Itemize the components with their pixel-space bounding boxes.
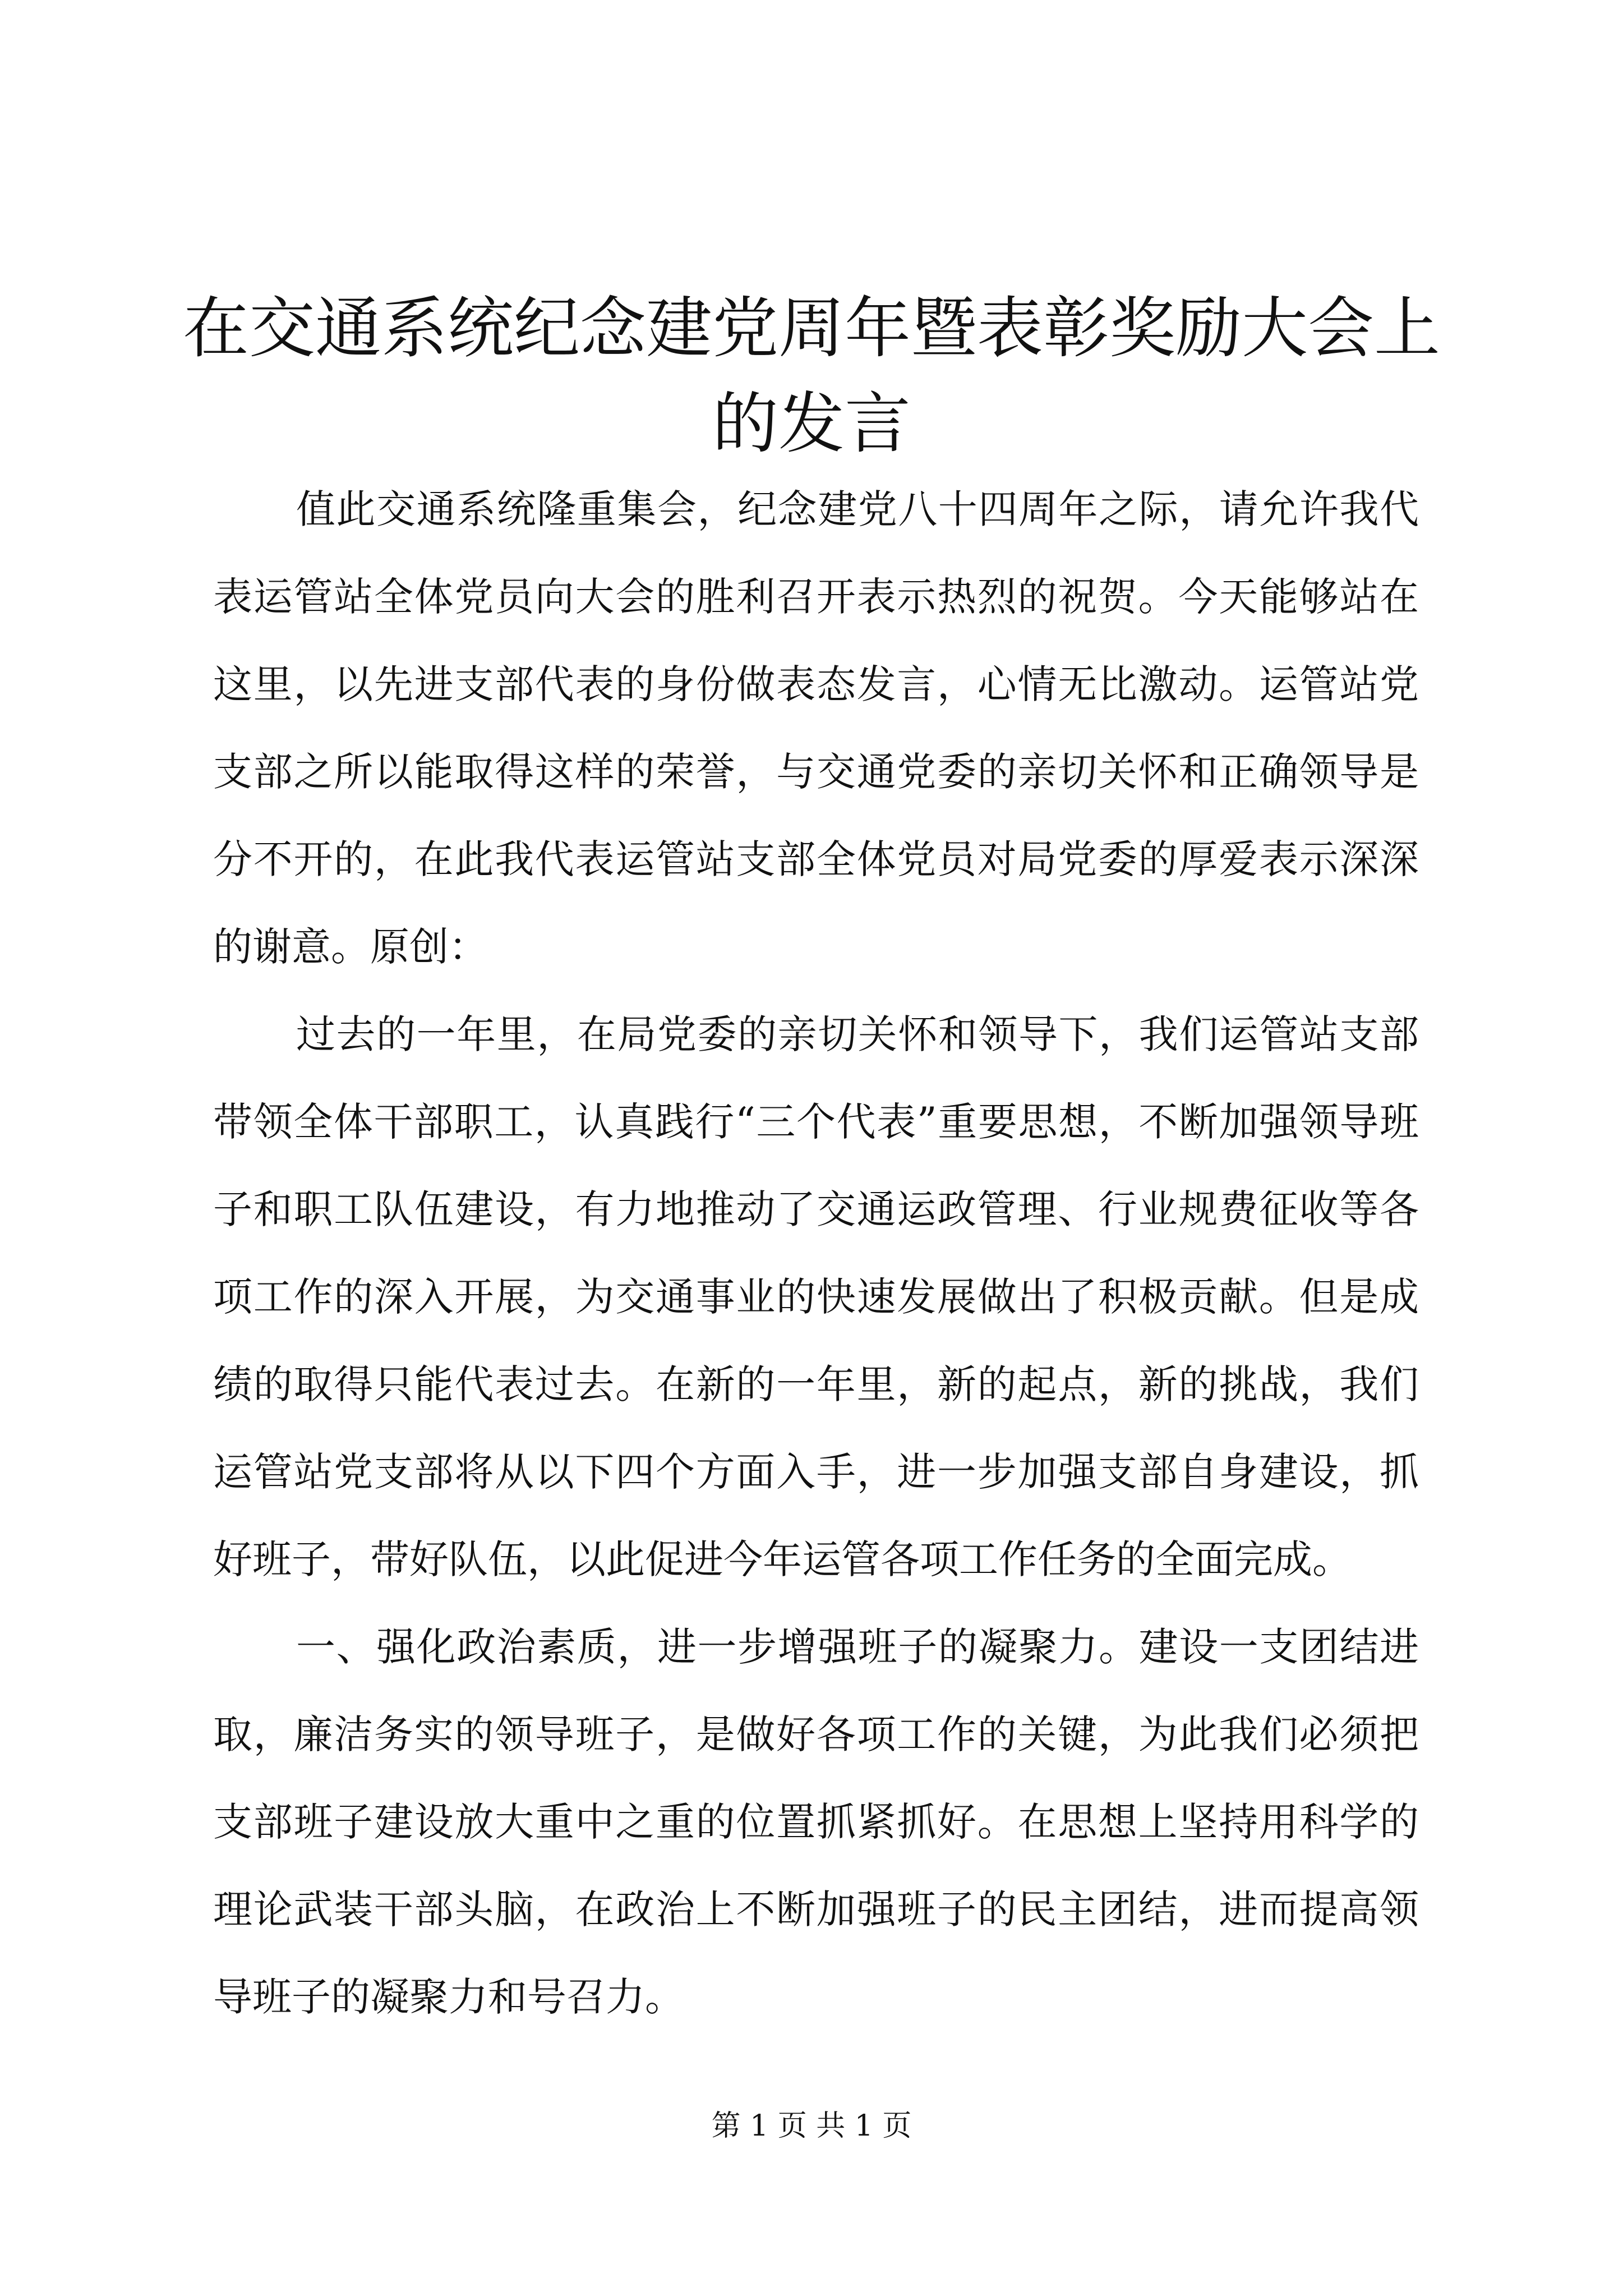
paragraph-1: 值此交通系统隆重集会，纪念建党八十四周年之际，请允许我代表运管站全体党员向大会的胜利召开表示热烈的祝贺。今天能够站在这里，以先进支部代表的身份做表态发言，心情无比激动。运管站党支部之所以能取得这样的荣誉，与交通党委的亲切关怀和正确领导是分不开的，在此我代表运管站支部全体党员对局党委的厚爱表示深深的谢意。原创： — [213, 486, 1419, 970]
document-body — [213, 466, 1419, 2041]
paragraph-2: 过去的一年里，在局党委的亲切关怀和领导下，我们运管站支部带领全体干部职工，认真践行“三个代表”重要思想，不断加强领导班子和职工队伍建设，有力地推动了交通运政管理、行业规费征收等各项工作的深入开展，为交通事业的快速发展做出了积极贡献。但是成绩的取得只能代表过去。在新的一年里，新的起点，新的挑战，我们运管站党支部将从以下四个方面入手，进一步加强支部自身建设，抓好班子，带好队伍，以此促进今年运管各项工作任务的全面完成。 — [213, 1011, 1419, 1582]
paragraph-3: 一、强化政治素质，进一步增强班子的凝聚力。建设一支团结进取，廉洁务实的领导班子，是做好各项工作的关键，为此我们必须把支部班子建设放大重中之重的位置抓紧抓好。在思想上坚持用科学的理论武装干部头脑，在政治上不断加强班子的民主团结，进而提高领导班子的凝聚力和号召力。 — [213, 1624, 1419, 2020]
document-title: 在交通系统纪念建党周年暨表彰奖励大会上的发言 — [182, 289, 1440, 462]
page-footer: 第 1 页 共 1 页 — [711, 2109, 912, 2143]
